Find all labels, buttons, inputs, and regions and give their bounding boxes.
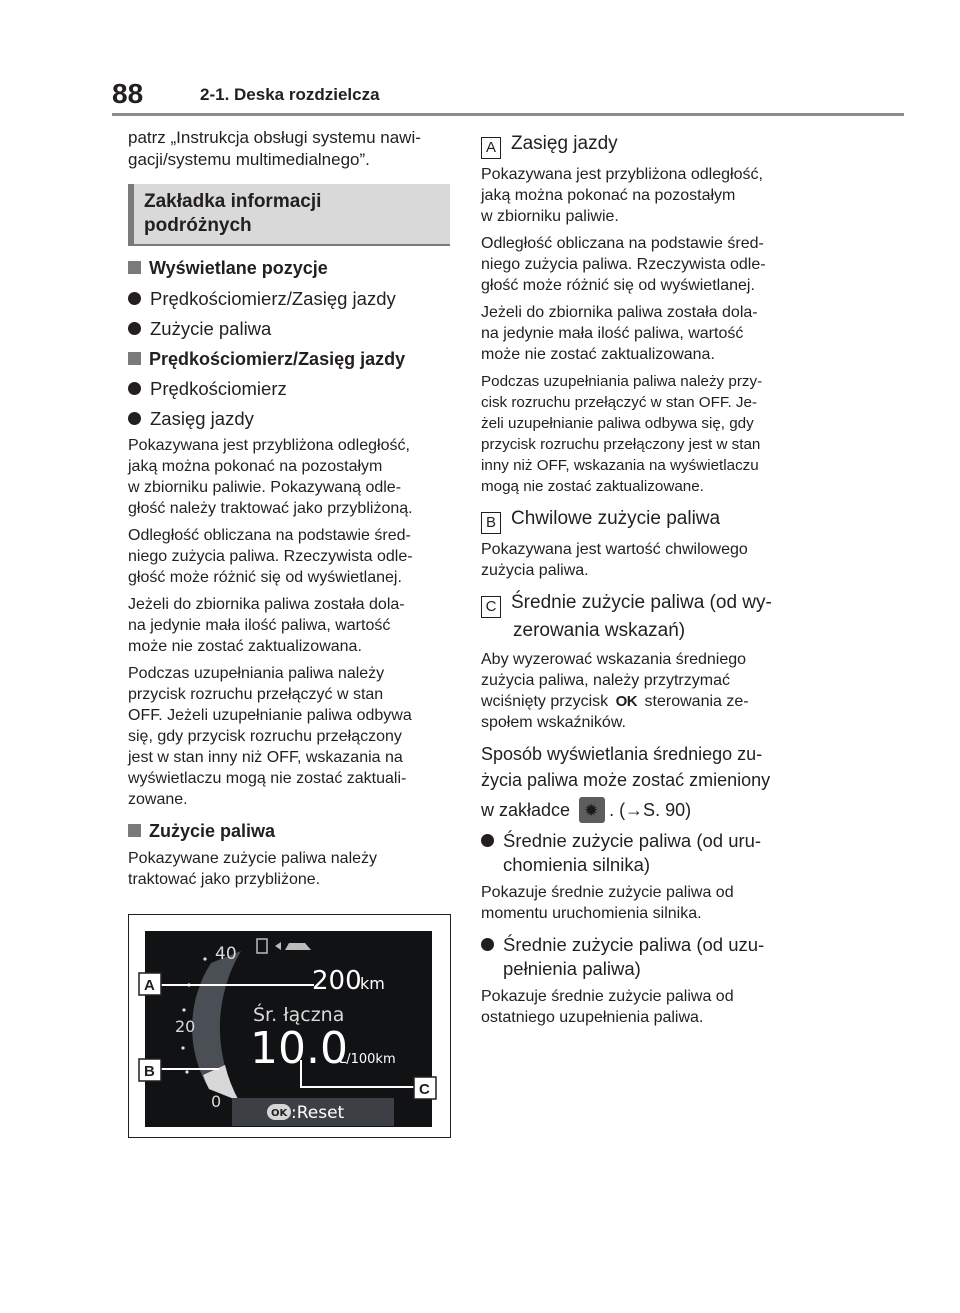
average-label: Śr. łączna — [253, 1004, 345, 1026]
subheading: Zużycie paliwa — [149, 821, 276, 841]
paragraph — [128, 525, 458, 588]
item-title: Zasięg jazdy — [511, 133, 618, 154]
left-body — [128, 257, 458, 890]
label-box-a: A — [481, 137, 501, 159]
callout-letter-a: A — [144, 977, 155, 994]
text-line: Pokazuje średnie zużycie paliwa od — [481, 884, 734, 901]
text-line: inny niż OFF, wskazania na wyświetlaczu — [481, 457, 759, 474]
text-line: może nie zostać zaktualizowana. — [128, 638, 362, 655]
round-bullet-icon — [128, 292, 141, 305]
gauge-tick — [185, 1070, 188, 1073]
text-line: Podczas uzupełniania paliwa należy — [128, 665, 385, 682]
text-line: społem wskaźników. — [481, 714, 626, 731]
round-bullet-icon — [481, 938, 494, 951]
square-bullet-icon — [128, 824, 141, 837]
text-line: Aby wyzerować wskazania średniego — [481, 651, 747, 668]
paragraph — [481, 741, 811, 823]
text-line — [481, 691, 811, 712]
text-line: Pokazywana jest przybliżona odległość, — [481, 166, 763, 183]
text-line: jaką można pokonać na pozostałym — [481, 187, 736, 204]
square-bullet-icon — [128, 352, 141, 365]
text-line: żeli uzupełnianie paliwa odbywa się, gdy — [481, 415, 754, 432]
bullet-item: chomienia silnika) — [503, 854, 651, 875]
callout-letter-b: B — [144, 1063, 155, 1080]
label-box-b: B — [481, 512, 501, 534]
text-line: OFF. Jeżeli uzupełnianie paliwa odbywa — [128, 707, 412, 724]
square-bullet-icon — [128, 261, 141, 274]
paragraph — [481, 371, 811, 497]
subheading: Prędkościomierz/Zasięg jazdy — [149, 349, 406, 369]
bullet-item: Zasięg jazdy — [150, 408, 254, 429]
speed-scale-top: 40 — [215, 944, 237, 964]
paragraph — [481, 649, 811, 733]
bullet-item-block — [481, 933, 811, 981]
text-line: życia paliwa może zostać zmieniony — [481, 770, 771, 790]
text-line: wyświetlaczu mogą nie zostać zaktuali- — [128, 770, 407, 787]
round-bullet-icon — [128, 322, 141, 335]
subheading: Wyświetlane pozycje — [149, 258, 328, 278]
text-line: traktować jako przybliżone. — [128, 871, 321, 888]
page-reference-link: . (→S. 90) — [609, 800, 692, 820]
text-run: wciśnięty przycisk — [481, 693, 609, 710]
text-line: Odległość obliczana na podstawie śred- — [128, 527, 411, 544]
label-box-c: C — [481, 596, 501, 618]
paragraph — [481, 539, 811, 581]
bullet-item: Średnie zużycie paliwa (od uru- — [503, 830, 762, 851]
text-run: sterowania ze- — [644, 693, 749, 710]
speed-scale-mid: 20 — [175, 1017, 196, 1036]
text-line: Jeżeli do zbiornika paliwa została dola- — [481, 304, 758, 321]
text-line: zowane. — [128, 791, 188, 808]
paragraph — [128, 435, 458, 519]
text-line: Pokazuje średnie zużycie paliwa od — [481, 988, 734, 1005]
text-line: jaką można pokonać na pozostałym — [128, 458, 383, 475]
bullet-item: Średnie zużycie paliwa (od uzu- — [503, 934, 765, 955]
bullet-item: Prędkościomierz/Zasięg jazdy — [150, 288, 396, 309]
paragraph — [481, 302, 811, 365]
paragraph — [481, 882, 811, 924]
section-heading-line: Zakładka informacji — [144, 191, 322, 212]
text-line: Sposób wyświetlania średniego zu- — [481, 744, 763, 764]
paragraph — [481, 164, 811, 227]
text-line: na jedynie mała ilość paliwa, wartość — [481, 325, 744, 342]
text-line: głość może różnić się od wyświetlanej. — [128, 569, 402, 586]
text-run: w zakładce — [481, 800, 571, 820]
paragraph — [481, 986, 811, 1028]
section-heading-line: podróżnych — [144, 215, 252, 236]
paragraph — [128, 848, 458, 890]
section-title: 2-1. Deska rozdzielcza — [200, 85, 380, 104]
item-title-block — [481, 590, 811, 643]
ok-button-glyph: OK — [615, 693, 638, 710]
text-line: mogą nie zostać zaktualizowane. — [481, 478, 704, 495]
text-line: zużycia paliwa. — [481, 562, 589, 579]
text-line: się, gdy przycisk rozruchu przełączony — [128, 728, 402, 745]
range-value: 200 — [312, 966, 362, 996]
header-rule — [112, 113, 904, 116]
round-bullet-icon — [128, 412, 141, 425]
gauge-tick — [181, 1046, 184, 1049]
average-unit: L/100km — [339, 1052, 396, 1067]
text-line — [481, 797, 811, 823]
text-line: przycisk rozruchu przełączony jest w stan — [481, 436, 761, 453]
text-line: na jedynie mała ilość paliwa, wartość — [128, 617, 391, 634]
text-line: przycisk rozruchu przełączyć w stan — [128, 686, 384, 703]
bullet-item: pełnienia paliwa) — [503, 958, 641, 979]
paragraph — [481, 233, 811, 296]
text-line: w zbiorniku paliwie. Pokazywaną odle- — [128, 479, 402, 496]
text-line: Odległość obliczana na podstawie śred- — [481, 235, 764, 252]
bullet-item: Prędkościomierz — [150, 378, 287, 399]
text-line: Pokazywana jest wartość chwilowego — [481, 541, 748, 558]
reset-label: :Reset — [291, 1103, 345, 1123]
gauge-tick — [203, 957, 206, 960]
display-illustration — [129, 915, 449, 1136]
intro-line: patrz „Instrukcja obsługi systemu nawi- — [128, 128, 421, 147]
section-heading-box — [128, 184, 450, 244]
text-line: głość może różnić się od wyświetlanej. — [481, 277, 755, 294]
text-line: niego zużycia paliwa. Rzeczywista odle- — [128, 548, 413, 565]
text-line: cisk rozruchu przełączyć w stan OFF. Je- — [481, 394, 757, 411]
round-bullet-icon — [128, 382, 141, 395]
text-line: w zbiorniku paliwie. — [481, 208, 619, 225]
text-line: Pokazywana jest przybliżona odległość, — [128, 437, 410, 454]
instrument-display-figure — [128, 914, 451, 1138]
text-line: ostatniego uzupełnienia paliwa. — [481, 1009, 704, 1026]
callout-letter-c: C — [419, 1081, 430, 1098]
text-line: jest w stan inny niż OFF, wskazania na — [128, 749, 403, 766]
intro-paragraph — [128, 127, 458, 171]
text-line: Pokazywane zużycie paliwa należy — [128, 850, 378, 867]
paragraph — [128, 663, 458, 810]
bullet-item-block — [481, 829, 811, 877]
item-title: Chwilowe zużycie paliwa — [511, 508, 721, 529]
round-bullet-icon — [481, 834, 494, 847]
section-heading-rule — [128, 244, 450, 246]
right-body — [481, 131, 811, 1028]
intro-line: gacji/systemu multimedialnego”. — [128, 150, 370, 169]
text-line: momentu uruchomienia silnika. — [481, 905, 702, 922]
text-line: Jeżeli do zbiornika paliwa została dola- — [128, 596, 405, 613]
text-line: niego zużycia paliwa. Rzeczywista odle- — [481, 256, 766, 273]
text-line: zużycia paliwa, należy przytrzymać — [481, 672, 730, 689]
speed-scale-bottom: 0 — [211, 1092, 222, 1111]
text-line: może nie zostać zaktualizowana. — [481, 346, 715, 363]
text-line: Podczas uzupełniania paliwa należy przy- — [481, 373, 763, 390]
text-line: głość należy traktować jako przybliżoną. — [128, 500, 413, 517]
item-title: Średnie zużycie paliwa (od wy- — [511, 592, 772, 613]
average-value: 10.0 — [250, 1023, 348, 1074]
paragraph — [128, 594, 458, 657]
gauge-tick — [182, 1008, 185, 1011]
item-title: zerowania wskazań) — [513, 620, 686, 641]
page-number: 88 — [112, 78, 144, 109]
range-unit: km — [360, 974, 385, 993]
bullet-item: Zużycie paliwa — [150, 318, 272, 339]
settings-gear-icon — [579, 797, 605, 823]
ok-label: OK — [271, 1108, 288, 1119]
